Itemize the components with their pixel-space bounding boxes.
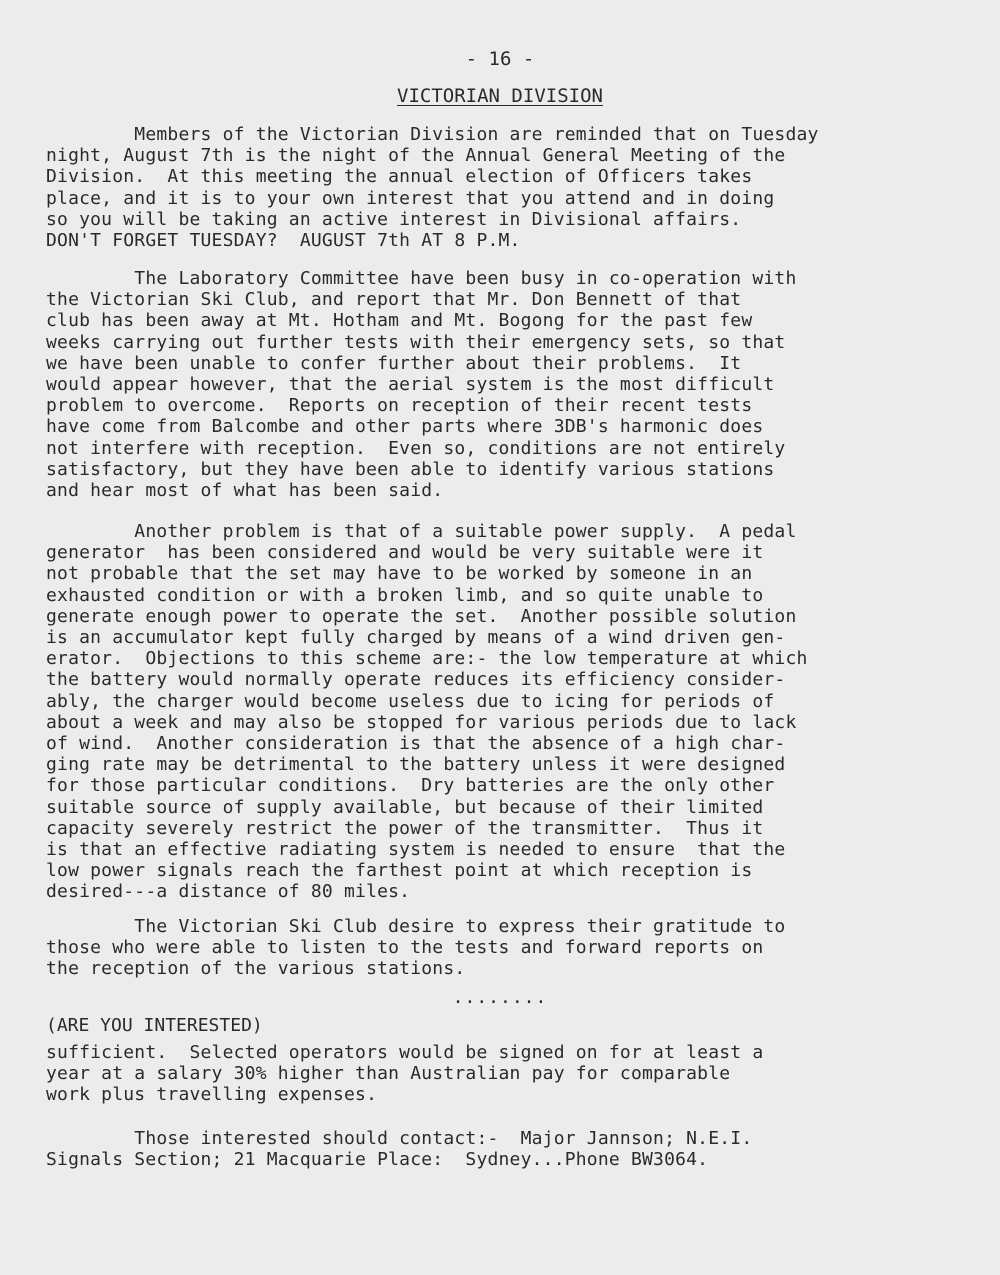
section-separator: ........: [452, 987, 548, 1008]
page-number: - 16 -: [465, 48, 535, 70]
section-heading-text: VICTORIAN DIVISION: [397, 85, 603, 107]
paragraph-contact: Those interested should contact:- Major Jannson; N.E.I. Signals Section; 21 Macquarie Place: Sydney...Phone BW3064.: [46, 1128, 753, 1171]
paragraph-ski-club-gratitude: The Victorian Ski Club desire to express their gratitude to those who were able to listen to the tests and forward reports on the reception of the various stations.: [46, 916, 786, 980]
subheading-are-you-interested: (ARE YOU INTERESTED): [46, 1015, 263, 1036]
paragraph-agm-notice: Members of the Victorian Division are reminded that on Tuesday night, August 7th is the night of the Annual General Meeting of the Division. At this meeting the annual election of Officers takes place, and it is to your own interest that you attend and in doing so you will be taking an active interest in Divisional affairs. DON'T FORGET TUESDAY? AUGUST 7th AT 8 P.M.: [46, 124, 819, 252]
paragraph-operators-salary: sufficient. Selected operators would be signed on for at least a year at a salary 30% higher than Australian pay for comparable work plus travelling expenses.: [46, 1042, 764, 1106]
paragraph-power-supply: Another problem is that of a suitable power supply. A pedal generator has been considered and would be very suitable were it not probable that the set may have to be worked by someone in an exhausted condition or with a broken limb, and so quite unable to generate enough power to operate the set. Another possible solution is an accumulator kept fully charged by means of a wind driven gen- erator. Objections to this scheme are:- the low temperature at which the battery would normally operate reduces its efficiency consider- ably, the charger would become useless due to icing for periods of about a week and may also be stopped for various periods due to lack of wind. Another consideration is that the absence of a high char- ging rate may be detrimental to the battery unless it were designed for those particular conditions. Dry batteries are the only other suitable source of supply available, but because of their limited capacity severely restrict the power of the transmitter. Thus it is that an effective radiating system is needed to ensure that the low power signals reach the farthest point at which reception is desired---a distance of 80 miles.: [46, 521, 808, 903]
section-heading: [0, 85, 1000, 107]
paragraph-laboratory-committee: The Laboratory Committee have been busy in co-operation with the Victorian Ski Club, and report that Mr. Don Bennett of that club has been away at Mt. Hotham and Mt. Bogong for the past few weeks carrying out further tests with their emergency sets, so that we have been unable to confer further about their problems. It would appear however, that the aerial system is the most difficult problem to overcome. Reports on reception of their recent tests have come from Balcombe and other parts where 3DB's harmonic does not interfere with reception. Even so, conditions are not entirely satisfactory, but they have been able to identify various stations and hear most of what has been said.: [46, 268, 797, 502]
